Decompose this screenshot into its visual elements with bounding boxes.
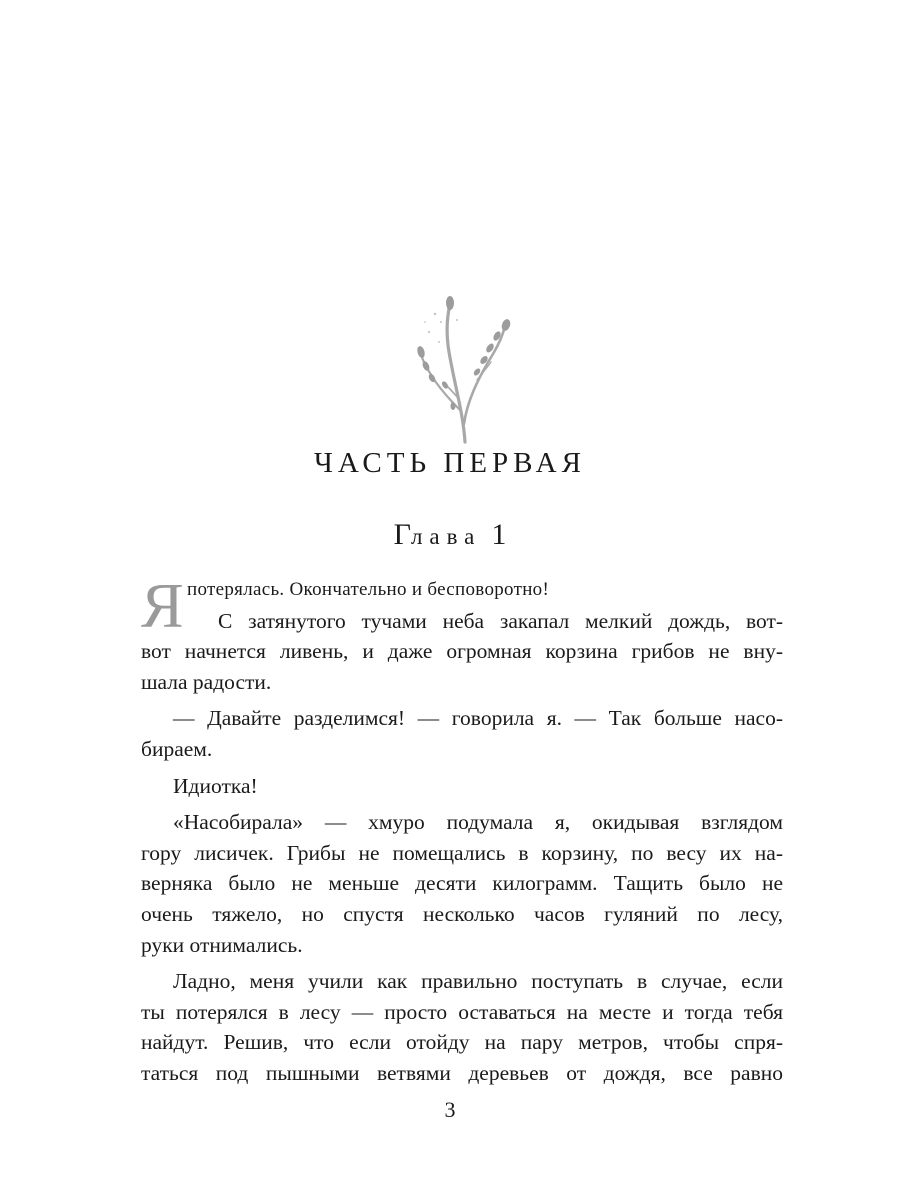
text-line: руки отнимались. <box>141 932 303 957</box>
chapter-title-initial: Г <box>393 518 411 551</box>
body-text <box>141 570 783 1089</box>
text-line: Ладно, меня учили как правильно поступать в случае, если <box>173 969 783 994</box>
text-line: Идиотка! <box>173 773 258 798</box>
text-line: ты потерялся в лесу — просто оставаться на месте и тогда тебя <box>141 999 783 1024</box>
text-line: вот начнется ливень, и даже огромная корзина грибов не вну- <box>141 639 783 664</box>
part-title: ЧАСТЬ ПЕРВАЯ <box>314 447 586 479</box>
plant-ornament-icon <box>405 292 515 444</box>
text-line: бираем. <box>141 736 213 761</box>
text-line: верняка было не меньше десяти килограмм. Тащить было не <box>141 871 783 896</box>
text-line: таться под пышными ветвями деревьев от дождя, все равно <box>141 1060 783 1085</box>
text-line: очень тяжело, но спустя несколько часов гуляний по лесу, <box>141 901 783 926</box>
text-line: — Давайте разделимся! — говорила я. — Так больше насо- <box>173 706 783 731</box>
text-line: потерялась. Окончательно и бесповоротно! <box>187 579 550 600</box>
text-line: найдут. Решив, что если отойду на пару метров, чтобы спря- <box>141 1030 783 1055</box>
page-number: 3 <box>444 1097 456 1122</box>
text-line: шала радости. <box>141 669 272 694</box>
text-line: С затянутого тучами неба закапал мелкий дождь, вот- <box>218 608 783 633</box>
chapter-number: 1 <box>491 518 507 551</box>
drop-cap: Я <box>141 570 184 641</box>
text-line: «Насобирала» — хмуро подумала я, окидывая взглядом <box>173 810 783 835</box>
text-line: гору лисичек. Грибы не помещались в корзину, по весу их на- <box>141 840 783 865</box>
chapter-title <box>0 518 900 552</box>
chapter-title-word: лава <box>410 524 482 549</box>
